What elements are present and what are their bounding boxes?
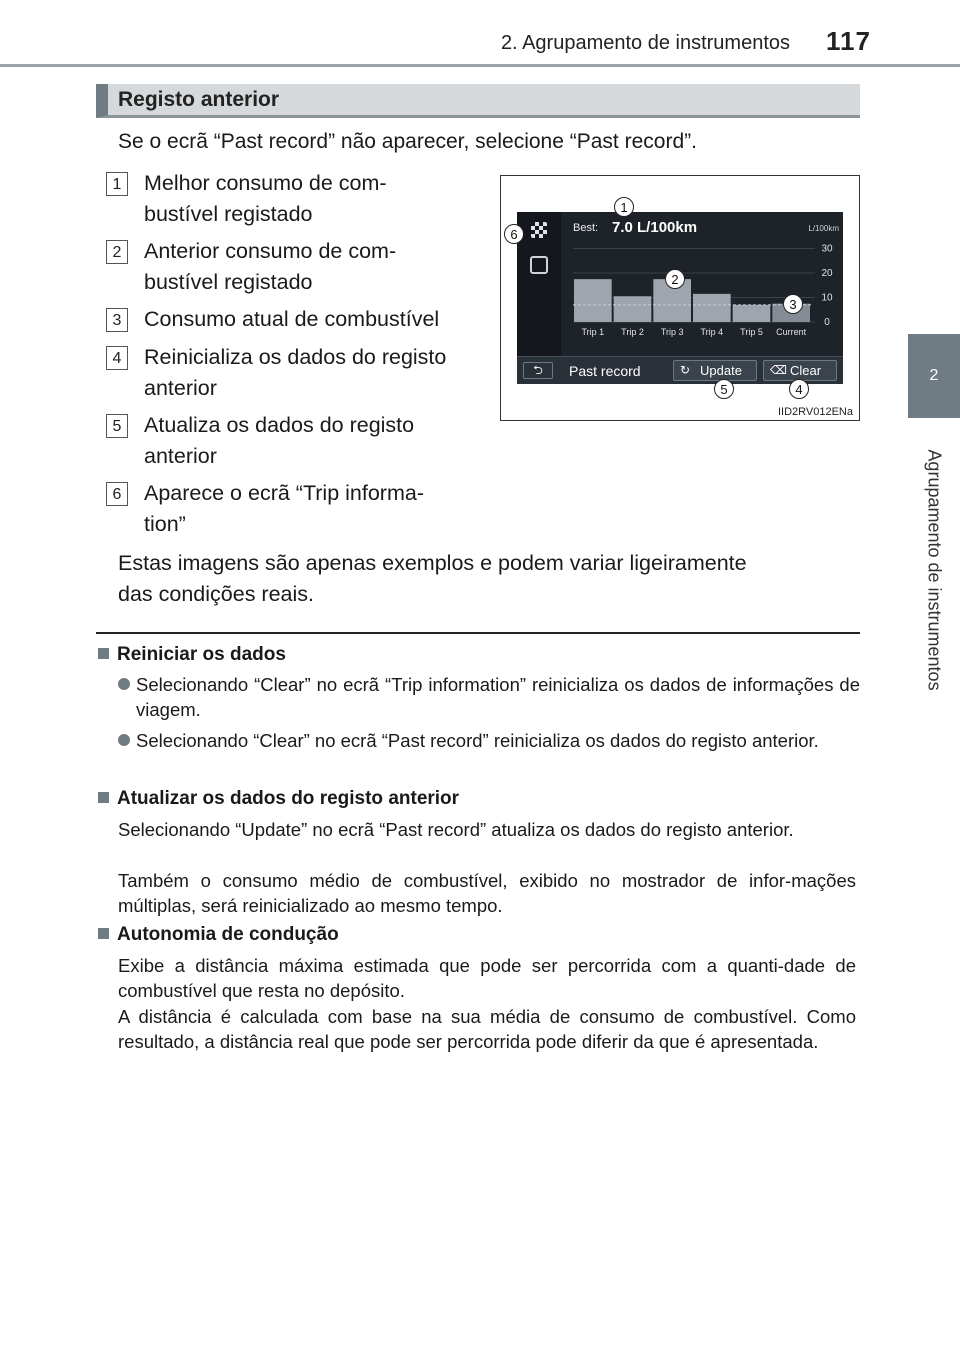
bullet-item <box>118 672 860 722</box>
chapter-tab-label-text: Agrupamento de instrumentos <box>924 449 945 691</box>
bullet-text: Selecionando “Clear” no ecrã “Past record” reinicializa os dados do registo anterior. <box>136 730 819 751</box>
item-number: 2 <box>106 240 128 264</box>
callout-6: 6 <box>504 224 524 244</box>
y-tick-label: 20 <box>821 268 833 279</box>
paragraph: A distância é calculada com base na sua média de consumo de combustível. Como resultado, a distância real que pode ser percorrida pode diferir da que é apresentada. <box>118 1006 856 1052</box>
item-line: bustível registado <box>144 270 313 294</box>
item-line: Anterior consumo de com- <box>144 239 397 263</box>
subheading-text: Autonomia de condução <box>117 924 339 945</box>
bar <box>614 296 652 322</box>
square-bullet-icon <box>98 792 109 803</box>
item-line: Reinicializa os dados do registo <box>144 345 447 369</box>
clear-label: Clear <box>790 363 822 378</box>
refresh-icon: ↻ <box>680 363 691 377</box>
screen-title: Past record <box>569 363 641 379</box>
item-line: bustível registado <box>144 202 313 226</box>
box-heading-text: Registo anterior <box>118 88 280 111</box>
best-value: 7.0 L/100km <box>612 219 698 236</box>
fuel-gauge-icon[interactable] <box>530 256 548 274</box>
x-tick-label: Trip 1 <box>581 327 605 337</box>
y-tick-label: 10 <box>821 292 833 304</box>
subheading-text: Atualizar os dados do registo anterior <box>117 788 460 809</box>
x-tick-label: Trip 5 <box>740 327 763 337</box>
box-intro: Se o ecrã “Past record” não aparecer, selecione “Past record”. <box>118 130 697 153</box>
past-record-screen-figure <box>500 175 860 421</box>
bar <box>733 305 771 322</box>
bullet-text: Selecionando “Clear” no ecrã “Trip information” reinicializa os dados de informações de viagem. <box>136 674 860 720</box>
subheading-reset <box>98 644 286 666</box>
callout-4: 4 <box>789 379 809 399</box>
update-label: Update <box>700 363 742 378</box>
subheading-update <box>98 788 459 810</box>
item-line: tion” <box>144 512 186 536</box>
chapter-tab-label <box>910 420 958 720</box>
bar <box>693 294 731 322</box>
back-arrow-icon: ⮌ <box>533 363 543 377</box>
item-line: Aparece o ecrã “Trip informa- <box>144 481 424 505</box>
item-line: Melhor consumo de com- <box>144 171 387 195</box>
section-divider <box>96 632 860 634</box>
bar <box>574 279 612 322</box>
item-line: Consumo atual de combustível <box>144 307 440 331</box>
checkered-flag-icon[interactable] <box>531 222 547 238</box>
item-number: 5 <box>106 414 128 438</box>
note-line: Estas imagens são apenas exemplos e podem variar ligeiramente <box>118 551 747 575</box>
eraser-icon: ⌫ <box>770 363 787 377</box>
bullet-item <box>118 728 860 753</box>
note-line: das condições reais. <box>118 582 314 606</box>
unit-label: L/100km <box>808 224 839 233</box>
header-rule <box>0 64 960 67</box>
callout-2: 2 <box>665 269 685 289</box>
figure-code: IID2RV012ENa <box>777 406 853 418</box>
round-bullet-icon <box>118 734 130 746</box>
callout-3: 3 <box>783 294 803 314</box>
item-line: anterior <box>144 444 217 468</box>
update-button[interactable] <box>673 360 757 381</box>
x-tick-label: Trip 2 <box>621 327 644 337</box>
y-tick-label: 0 <box>824 317 830 328</box>
paragraph: Exibe a distância máxima estimada que pode ser percorrida com a quanti-dade de combustível que resta no depósito. <box>118 955 856 1001</box>
back-button[interactable] <box>523 362 553 379</box>
square-bullet-icon <box>98 648 109 659</box>
image-note <box>118 548 838 610</box>
box-heading <box>96 84 860 118</box>
item-line: anterior <box>144 376 217 400</box>
callout-1: 1 <box>614 197 634 217</box>
item-number: 4 <box>106 346 128 370</box>
item-number: 6 <box>106 482 128 506</box>
best-label: Best: <box>573 222 599 234</box>
paragraph: Também o consumo médio de combustível, exibido no mostrador de infor-mações múltiplas, será reinicializado ao mesmo tempo. <box>118 870 856 916</box>
callout-5: 5 <box>714 379 734 399</box>
x-tick-label: Trip 3 <box>660 327 684 337</box>
subheading-text: Reiniciar os dados <box>117 644 286 665</box>
y-tick-label: 30 <box>821 243 833 255</box>
round-bullet-icon <box>118 678 130 690</box>
subheading-range <box>98 924 339 946</box>
clear-button[interactable] <box>763 360 837 381</box>
chapter-tab-number: 2 <box>908 334 960 418</box>
item-number: 1 <box>106 172 128 196</box>
running-header-section: 2. Agrupamento de instrumentos <box>500 32 790 54</box>
square-bullet-icon <box>98 928 109 939</box>
x-tick-label: Trip 4 <box>700 327 724 337</box>
item-number: 3 <box>106 308 128 332</box>
paragraph: Selecionando “Update” no ecrã “Past record” atualiza os dados do registo anterior. <box>118 819 794 840</box>
x-tick-label: Current <box>776 327 807 337</box>
item-line: Atualiza os dados do registo <box>144 413 415 437</box>
page-number: 117 <box>826 26 871 56</box>
